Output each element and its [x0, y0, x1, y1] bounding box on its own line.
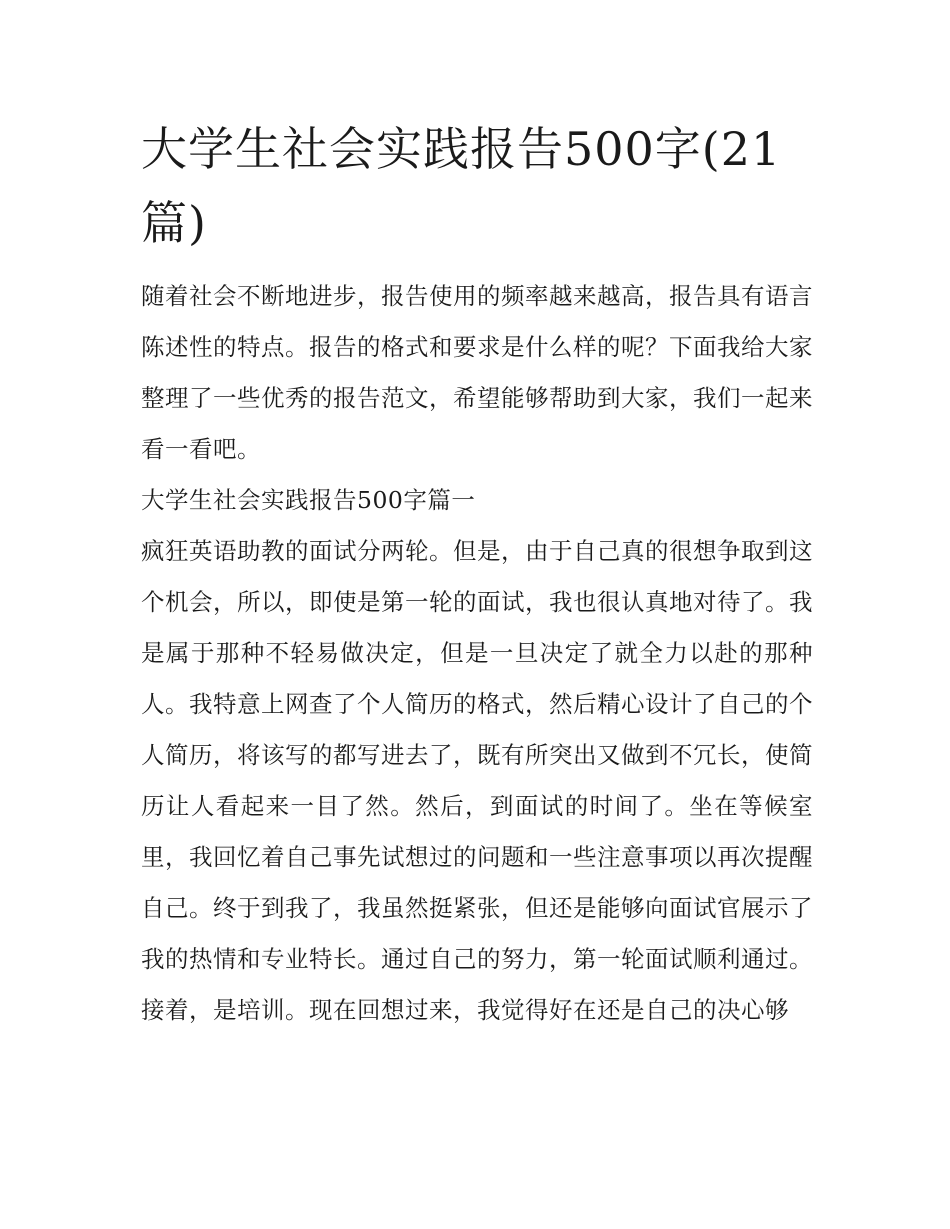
intro-paragraph: 随着社会不断地进步，报告使用的频率越来越高，报告具有语言陈述性的特点。报告的格式和要求是什么样的呢？下面我给大家整理了一些优秀的报告范文，希望能够帮助到大家，我们一起来看一看吧。: [141, 282, 813, 463]
document-body: [141, 112, 813, 1036]
body-paragraph-2: 接着，是培训。现在回想过来，我觉得好在还是自己的决心够: [141, 996, 789, 1024]
body-paragraph-1: 疯狂英语助教的面试分两轮。但是，由于自己真的很想争取到这个机会，所以，即使是第一轮的面试，我也很认真地对待了。我是属于那种不轻易做决定，但是一旦决定了就全力以赴的那种人。我特意上网查了个人简历的格式，然后精心设计了自己的个人简历，将该写的都写进去了，既有所突出又做到不冗长，使简历让人看起来一目了然。然后，到面试的时间了。坐在等候室里，我回忆着自己事先试想过的问题和一些注意事项以再次提醒自己。终于到我了，我虽然挺紧张，但还是能够向面试官展示了我的热情和专业特长。通过自己的努力，第一轮面试顺利通过。: [141, 537, 813, 973]
document-title: 大学生社会实践报告500字(21篇): [141, 122, 782, 250]
section-heading: 大学生社会实践报告500字篇一: [141, 486, 476, 514]
